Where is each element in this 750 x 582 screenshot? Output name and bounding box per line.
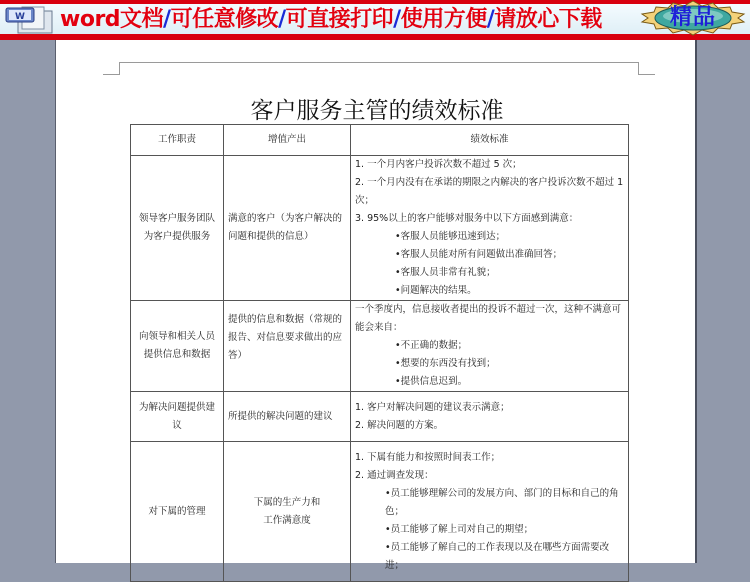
header-output: 增值产出 xyxy=(224,125,351,156)
criteria-bullet: •客服人员能对所有问题做出准确回答； xyxy=(395,249,563,260)
cell-criteria xyxy=(351,156,629,301)
word-document-icon xyxy=(4,5,58,35)
svg-text:W: W xyxy=(15,12,25,22)
cell-criteria xyxy=(351,442,629,582)
criteria-line: 1. 客户对解决问题的建议表示满意； xyxy=(355,401,510,413)
criteria-bullet: •员工能够了解自己的工作表现以及在哪些方面需要改进； xyxy=(385,541,610,571)
criteria-bullet: •员工能够理解公司的发展方向、部门的目标和自己的角色； xyxy=(385,487,619,517)
header-criteria: 绩效标准 xyxy=(351,125,629,156)
cell-duty: 向领导和相关人员提供信息和数据 xyxy=(131,301,224,392)
premium-badge xyxy=(638,0,748,36)
cell-output: 满意的客户（为客户解决的问题和提供的信息） xyxy=(224,156,351,301)
criteria-line: 一个季度内，信息接收者提出的投诉不超过一次，这种不满意可能会来自： xyxy=(355,304,622,333)
margin-corner-top-left xyxy=(103,62,120,75)
criteria-bullet: •问题解决的结果。 xyxy=(395,285,477,296)
table-row xyxy=(131,156,629,301)
cell-criteria xyxy=(351,392,629,442)
table-row xyxy=(131,301,629,392)
criteria-bullet: •客服人员能够迅速到达； xyxy=(395,231,506,242)
criteria-bullet: •客服人员非常有礼貌； xyxy=(395,267,496,278)
performance-table xyxy=(130,124,629,582)
criteria-line: 1. 一个月内客户投诉次数不超过 5 次； xyxy=(355,159,522,170)
cell-output: 所提供的解决问题的建议 xyxy=(224,392,351,442)
criteria-line: 2. 一个月内没有在承诺的期限之内解决的客户投诉次数不超过 1 次； xyxy=(355,177,624,206)
table-row xyxy=(131,392,629,442)
table-header-row xyxy=(131,125,629,156)
document-title: 客户服务主管的绩效标准 xyxy=(250,98,504,124)
cell-duty: 为解决问题提供建议 xyxy=(131,392,224,442)
criteria-line: 2. 通过调查发现： xyxy=(355,469,434,481)
criteria-bullet: •员工能够了解上司对自己的期望； xyxy=(385,523,534,535)
cell-output: 下属的生产力和工作满意度 xyxy=(224,442,351,582)
criteria-bullet: •不正确的数据； xyxy=(395,340,468,351)
header-margin-line xyxy=(119,62,639,63)
document-page xyxy=(55,40,697,571)
promo-banner xyxy=(0,0,750,40)
table-row xyxy=(131,442,629,582)
criteria-bullet: •想要的东西没有找到； xyxy=(395,358,496,369)
cell-duty: 领导客户服务团队为客户提供服务 xyxy=(131,156,224,301)
banner-slogan: word文档/可任意修改/可直接打印/使用方便/请放心下载 xyxy=(60,7,602,32)
header-duty: 工作职责 xyxy=(131,125,224,156)
cell-output: 提供的信息和数据（常规的报告、对信息要求做出的应答） xyxy=(224,301,351,392)
criteria-line: 1. 下属有能力和按照时间表工作； xyxy=(355,451,501,463)
criteria-line: 3. 95%以上的客户能够对服务中以下方面感到满意： xyxy=(355,213,579,224)
margin-corner-top-right xyxy=(638,62,655,75)
cell-duty: 对下属的管理 xyxy=(131,442,224,582)
criteria-line: 2. 解决问题的方案。 xyxy=(355,419,444,431)
cell-criteria xyxy=(351,301,629,392)
criteria-bullet: •提供信息迟到。 xyxy=(395,376,468,387)
badge-label: 精品 xyxy=(669,5,716,30)
